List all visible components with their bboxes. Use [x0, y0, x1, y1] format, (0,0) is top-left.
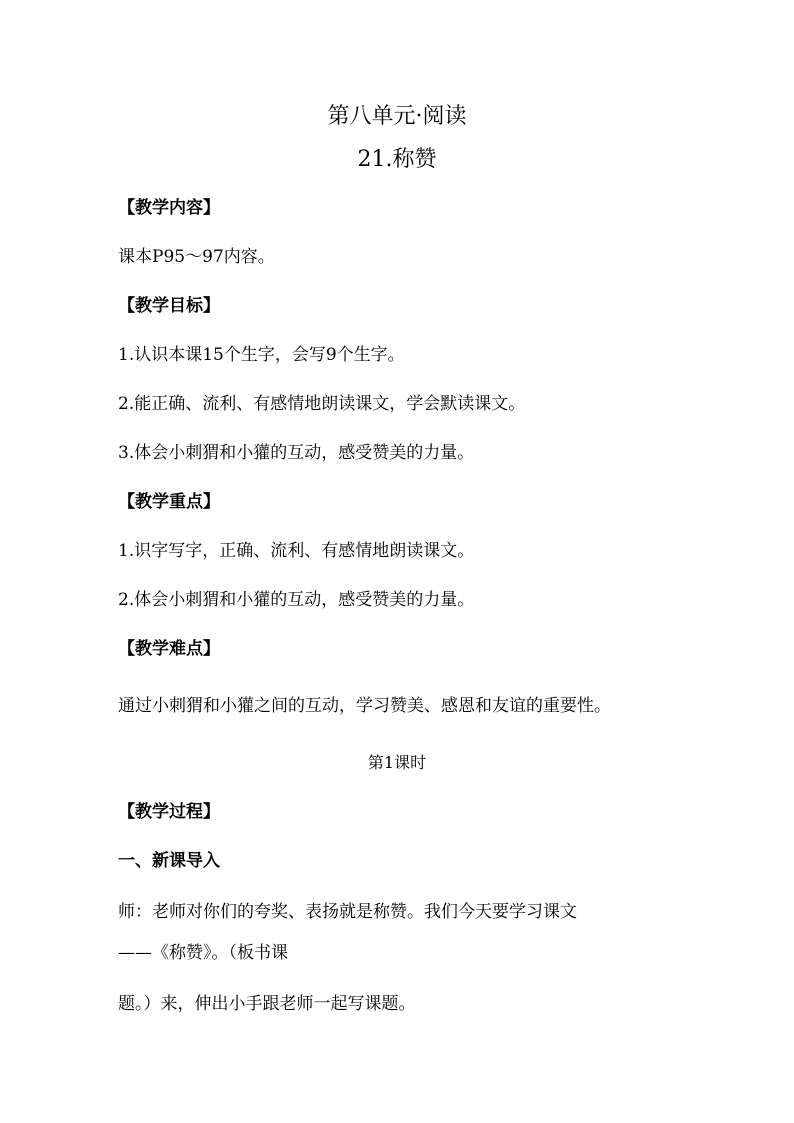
intro-line-2: ——《称赞》。（板书课	[118, 943, 288, 963]
unit-title: 第八单元·阅读	[327, 104, 467, 129]
key-point-item-2: 2.体会小刺猬和小獾的互动，感受赞美的力量。	[118, 590, 475, 610]
difficulty-text: 通过小刺猬和小獾之间的互动，学习赞美、感恩和友谊的重要性。	[118, 696, 611, 716]
section-heading-goals: 【教学目标】	[118, 296, 220, 316]
section-heading-process: 【教学过程】	[118, 802, 220, 822]
section-heading-difficulty: 【教学难点】	[118, 639, 220, 659]
intro-line-3: 题。）来，伸出小手跟老师一起写课题。	[118, 994, 416, 1014]
intro-line-1: 师：老师对你们的夸奖、表扬就是称赞。我们今天要学习课文	[118, 902, 577, 922]
goal-item-1: 1.认识本课15个生字，会写9个生字。	[118, 345, 405, 365]
goal-item-3: 3.体会小刺猬和小獾的互动，感受赞美的力量。	[118, 443, 475, 463]
lesson-title: 21.称赞	[357, 147, 437, 172]
goal-item-2: 2.能正确、流利、有感情地朗读课文，学会默读课文。	[118, 394, 526, 414]
section-heading-content: 【教学内容】	[118, 198, 220, 218]
subsection-heading-intro: 一、新课导入	[118, 851, 220, 871]
content-text: 课本P95～97内容。	[118, 247, 275, 267]
key-point-item-1: 1.识字写字，正确、流利、有感情地朗读课文。	[118, 541, 475, 561]
section-heading-key-points: 【教学重点】	[118, 492, 220, 512]
lesson-period: 第1课时	[367, 753, 427, 772]
